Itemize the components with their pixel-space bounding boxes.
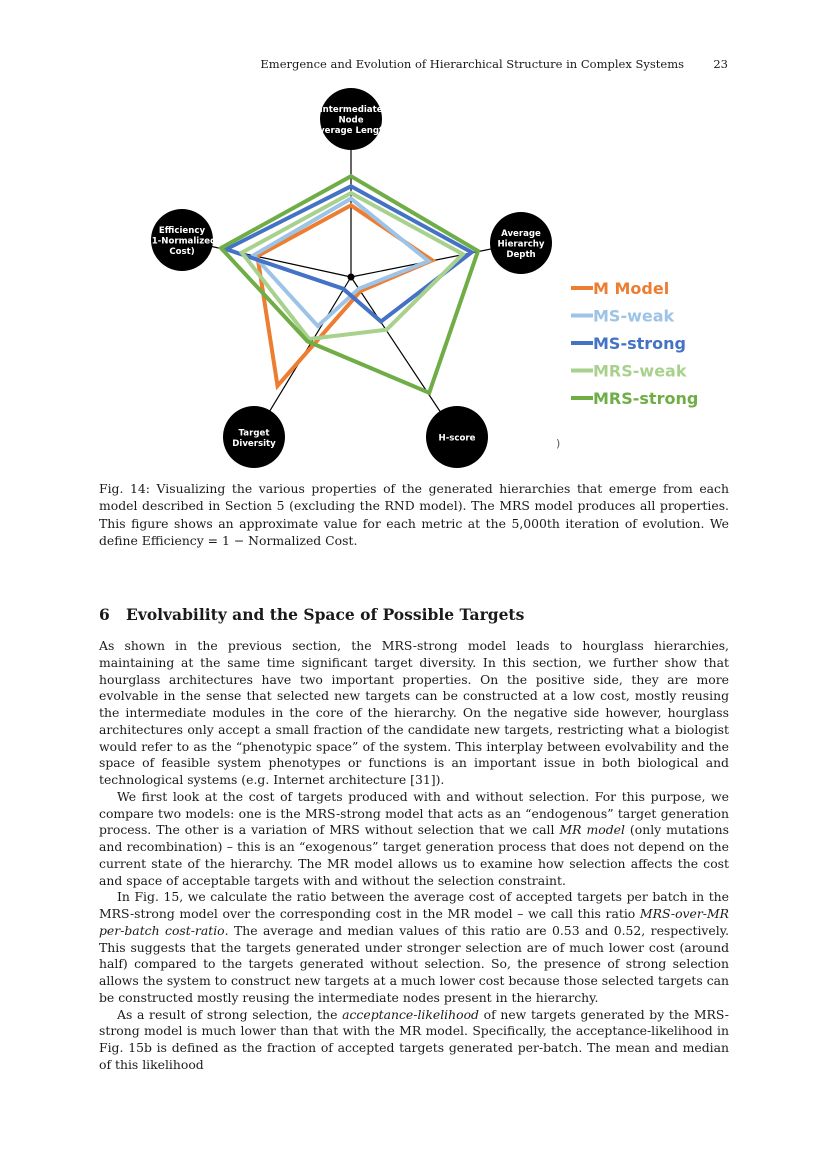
text-run: (only mutations and recombination) – this is an “exogenous” target generation process that does not depend on the current state of the hierarchy. The MR model allows us to examine how selection affects the cost and space of acceptable targets with and without the selection constraint. bbox=[99, 822, 729, 888]
caption-text: Visualizing the various properties of the generated hierarchies that emerge from each model described in Section 5 (excluding the RND model). The MRS model produces all properties. This figure shows an approximate value for each metric at the 5,000th iteration of evolution. We define Efficiency = 1 − Normalized Cost. bbox=[99, 481, 729, 549]
axis-label-diversity: Target bbox=[238, 428, 270, 439]
stray-mark: ) bbox=[556, 437, 561, 450]
text-run: In Fig. 15, we calculate the ratio between the average cost of accepted targets per batch in the MRS-strong model over the corresponding cost in the MR model – we call this ratio bbox=[99, 889, 729, 921]
section-number: 6 bbox=[99, 605, 110, 624]
section-title: Evolvability and the Space of Possible Targets bbox=[126, 605, 525, 624]
axis-label-intermediate: Average Length bbox=[312, 126, 390, 136]
legend-label-ms-strong: MS-strong bbox=[593, 334, 686, 353]
running-title: Emergence and Evolution of Hierarchical Structure in Complex Systems bbox=[260, 57, 684, 71]
paragraph bbox=[99, 638, 729, 789]
italic-term: MR model bbox=[559, 822, 625, 838]
legend-label-mrs-weak: MRS-weak bbox=[593, 361, 687, 381]
series-mrs-strong bbox=[221, 176, 478, 393]
paragraph bbox=[99, 1007, 729, 1074]
italic-term: acceptance-likelihood bbox=[342, 1006, 479, 1022]
figure-caption bbox=[99, 480, 729, 550]
center-dot bbox=[348, 274, 355, 281]
axis-label-diversity: Diversity bbox=[232, 438, 276, 449]
paragraph bbox=[99, 789, 729, 890]
caption-label: Fig. 14: bbox=[99, 481, 150, 496]
page-number: 23 bbox=[713, 57, 728, 71]
text-run: We first look at the cost of targets produced with and without selection. For this purpose, we compare two models: one is the MRS-strong model that acts as an “endogenous” target generation process. The other is a variation of MRS without selection that we call bbox=[99, 788, 729, 838]
running-head bbox=[100, 57, 728, 73]
body-text bbox=[99, 638, 729, 1074]
axis-label-hscore: H-score bbox=[438, 433, 476, 444]
axis-label-depth: Hierarchy bbox=[497, 239, 545, 250]
axis-label-efficiency: Efficiency bbox=[158, 226, 206, 236]
section-heading bbox=[99, 605, 729, 624]
text-run: . The average and median values of this ratio are 0.53 and 0.52, respectively. This suggests that the targets generated under stronger selection are of much lower cost (around half) compared to the targets generated without selection. So, the presence of strong selection allows the system to construct new targets at a much lower cost because those selected targets can be constructed mostly reusing the intermediate nodes present in the hierarchy. bbox=[99, 922, 730, 1005]
axis-label-depth: Depth bbox=[506, 250, 536, 260]
italic-term: MRS-over-MR per-batch cost-ratio bbox=[99, 906, 729, 938]
legend-label-m-model: M Model bbox=[593, 279, 670, 298]
text-run: As a result of strong selection, the bbox=[117, 1006, 343, 1022]
legend-label-mrs-strong: MRS-strong bbox=[593, 389, 699, 408]
text-run: of new targets generated by the MRS-strong model is much lower than that with the MR model. Specifically, the acceptance-likelihood in Fig. 15b is defined as the fraction of accepted targets generated per-batch. The mean and median of this likelihood bbox=[99, 1006, 729, 1072]
legend-label-ms-weak: MS-weak bbox=[593, 306, 675, 326]
axis-label-efficiency: (1-Normalized bbox=[147, 236, 217, 247]
text-run: As shown in the previous section, the MRS-strong model leads to hourglass hierarchies, maintaining at the same time significant target diversity. In this section, we further show that hourglass architectures have two important properties. On the positive side, they are more evolvable in the sense that selected new targets can be constructed at a low cost, mostly reusing the intermediate modules in the core of the hierarchy. On the negative side however, hourglass architectures only accept a small fraction of the candidate new targets, restricting what a biologist would refer to as the “phenotypic space” of the system. This interplay between evolvability and the space of feasible system phenotypes or functions is an important issue in both biological and technological systems (e.g. Internet architecture [31]). bbox=[99, 638, 729, 787]
axis-label-depth: Average bbox=[501, 229, 541, 239]
axis-label-intermediate: Node bbox=[338, 115, 364, 126]
radar-chart bbox=[0, 80, 827, 480]
axis-label-intermediate: Intermediate bbox=[319, 105, 383, 115]
paragraph bbox=[99, 889, 729, 1006]
axis-label-efficiency: Cost) bbox=[169, 247, 195, 257]
